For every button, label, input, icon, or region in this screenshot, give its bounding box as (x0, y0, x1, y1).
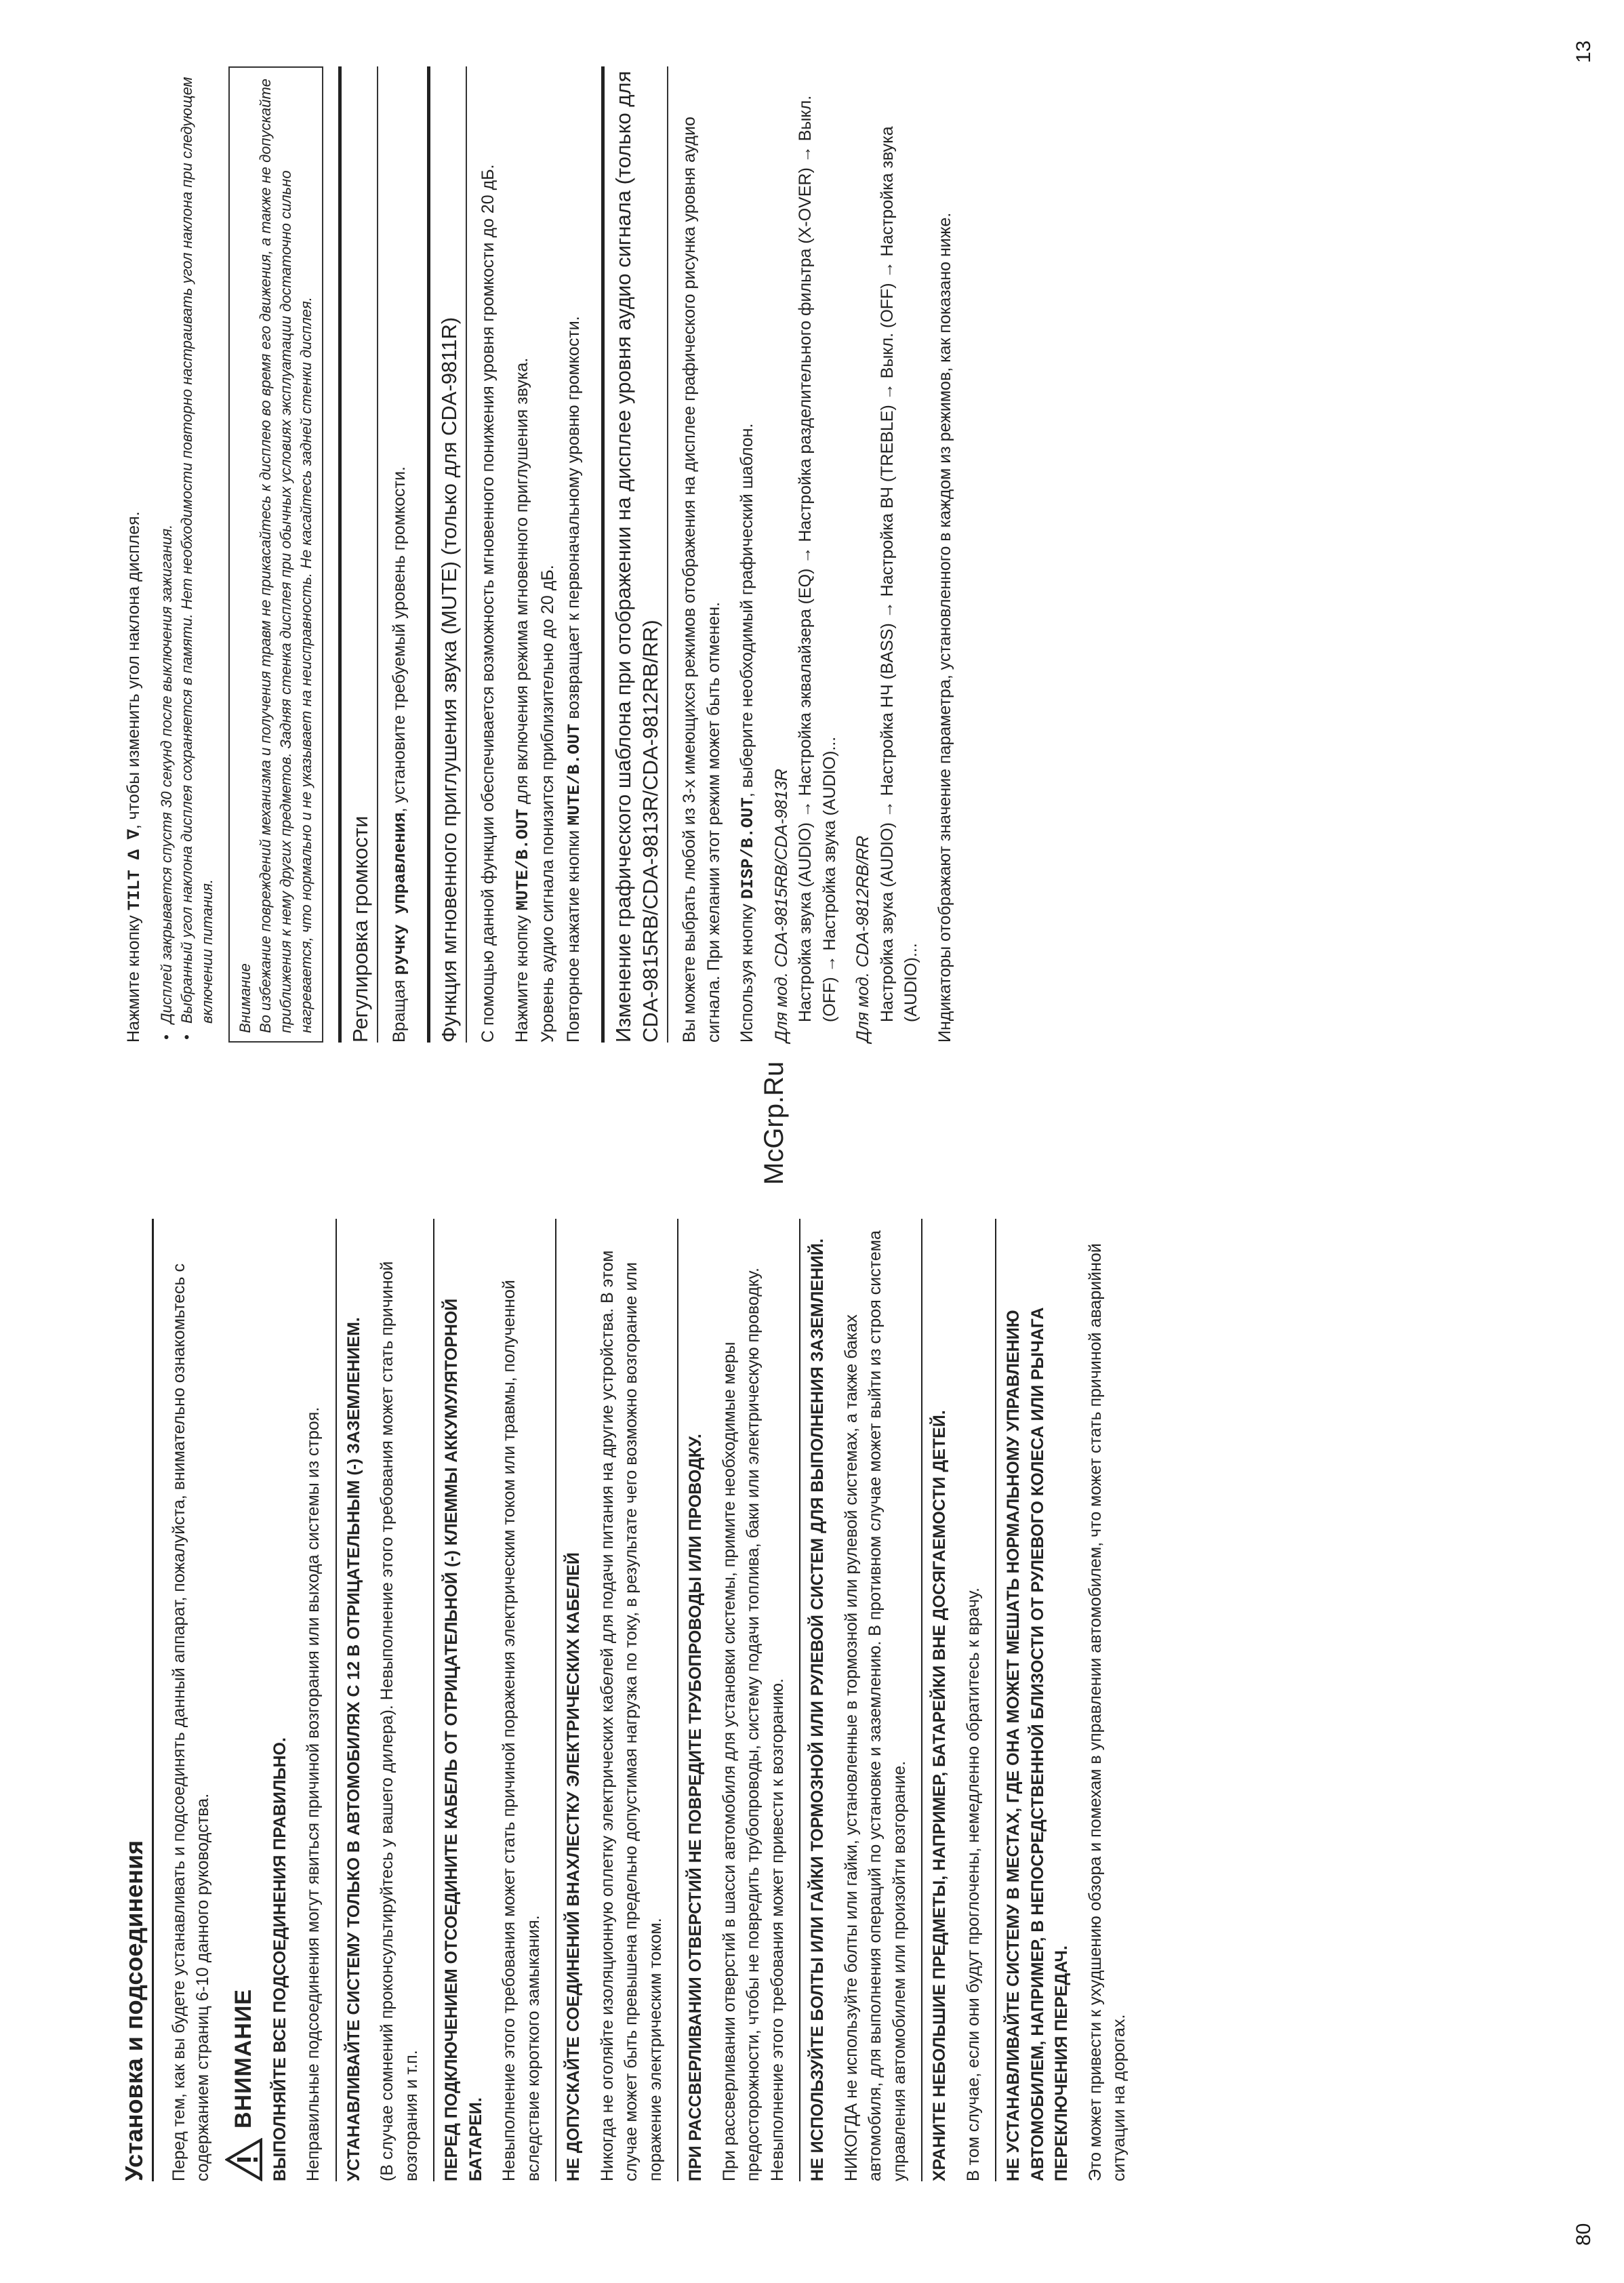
left-column (122, 1219, 1141, 2181)
mute-heading: Функция мгновенного приглушения звука (MUTE) (только для CDA-9811R) (436, 66, 467, 1043)
section-heading: НЕ ИСПОЛЬЗУЙТЕ БОЛТЫ ИЛИ ГАЙКИ ТОРМОЗНОЙ ИЛИ РУЛЕВОЙ СИСТЕМ ДЛЯ ВЫПОЛНЕНИЯ ЗАЗЕМЛЕНИЙ. (808, 1238, 827, 2181)
volume-text (388, 66, 413, 1043)
graph-text-3: Индикаторы отображают значение параметра, установленного в каждом из режимов, как показано ниже. (935, 212, 954, 1043)
tilt-key: TILT ∆ ∇ (125, 829, 144, 911)
volume-post: , установите требуемый уровень громкости. (389, 466, 409, 813)
warning-triangle-icon (225, 2138, 263, 2181)
caution-header (225, 1219, 263, 2181)
list-item: • Выбранный угол наклона дисплея сохраняется в памяти. Нет необходимости повторно настраивать угол наклона при следующем включении питания. (177, 66, 218, 1043)
graph-text-1: Вы можете выбрать любой из 3-х имеющихся режимов отображения на дисплее графического рисунка уровня аудио сигнала. При желании этот режим может быть отменен. (680, 117, 723, 1043)
page-number-right: 13 (1572, 40, 1595, 63)
intro-text: Перед тем, как вы будете устанавливать и подсоединять данный аппарат, пожалуйста, внимательно ознакомьтесь с содержанием страниц 6-10 данного руководства. (169, 1263, 212, 2181)
volume-section (338, 66, 413, 1043)
section-heading: ВЫПОЛНЯЙТЕ ВСЕ ПОДСОЕДИНЕНИЯ ПРАВИЛЬНО. (270, 1737, 289, 2181)
section-4 (555, 1219, 668, 2181)
section-body: В том случае, если они будут проглочены, немедленно обратитесь к врачу. (963, 1588, 983, 2181)
tilt-notes (157, 66, 218, 1043)
attention-text: Во избежание повреждений механизма и получения травм не прикасайтесь к дисплею во время его движения, а также не допускайте приближения к нему других предметов. Задняя стенка дисплея при обычных условиях эксплуатации достаточно сильно нагревается, что нормально и не указывает на неисправность. Не касайтесь задней стенки дисплея. (256, 78, 314, 1033)
section-5 (677, 1219, 790, 2181)
page-number-left: 80 (1572, 2223, 1595, 2246)
graph-pre: Используя кнопку (737, 899, 756, 1043)
graph-text-2 (735, 66, 760, 1043)
section-2 (336, 1219, 424, 2181)
model2-label: Для мод. CDA-9812RB/RR (853, 835, 872, 1043)
section-body: НИКОГДА не используйте болты или гайки, установленные в тормозной или рулевой системах, а также баках автомобиля, для выполнения операций по установке и заземлению. В противном случае может выйти из строя система управления автомобилем или произойти возгорание. (841, 1230, 909, 2181)
mute4-key: MUTE/B.OUT (564, 723, 584, 826)
section-8 (995, 1219, 1132, 2181)
watermark: McGrp.Ru (759, 1061, 789, 1185)
volume-heading: Регулировка громкости (347, 66, 378, 1043)
attention-box (228, 66, 323, 1043)
section-heading: НЕ ДОПУСКАЙТЕ СОЕДИНЕНИЙ ВНАХЛЕСТКУ ЭЛЕКТРИЧЕСКИХ КАБЕЛЕЙ (564, 1552, 583, 2181)
mute-text-4 (562, 66, 587, 1043)
graph-heading: Изменение графического шаблона при отображении на дисплее уровня аудио сигнала (только для CDA-9815RB/CDA-9813R/CDA-9812RB/RR) (610, 66, 668, 1043)
mute-pre: Нажмите кнопку (512, 910, 531, 1043)
section-body: Никогда не оголяйте изоляционную оплетку электрических кабелей для подачи питания на другие устройства. В этом случае может быть превышена предельно допустимая нагрузка по току, в результате чего возможно возгорание или поражение электрическим током. (597, 1250, 665, 2181)
section-heading: ПЕРЕД ПОДКЛЮЧЕНИЕМ ОТСОЕДИНИТЕ КАБЕЛЬ ОТ ОТРИЦАТЕЛЬНОЙ (-) КЛЕММЫ АККУМУЛЯТОРНОЙ БАТАРЕИ. (442, 1298, 485, 2181)
model1-sequence: Настройка звука (AUDIO) → Настройка эквалайзера (EQ) → Настройка разделительного фильтра (X-OVER) → Выкл. (OFF) → Настройка звука (AUDIO)... (796, 95, 839, 1022)
section-6 (799, 1219, 912, 2181)
mute4-post: возвращает к первоначальному уровню громкости. (563, 316, 583, 724)
volume-pre: Вращая (389, 975, 409, 1043)
volume-key: ручку управления (390, 812, 410, 975)
section-heading: ХРАНИТЕ НЕБОЛЬШИЕ ПРЕДМЕТЫ, НАПРИМЕР, БАТАРЕЙКИ ВНЕ ДОСЯГАЕМОСТИ ДЕТЕЙ. (930, 1410, 949, 2181)
mute4-pre: Повторное нажатие кнопки (563, 825, 583, 1043)
model1-label: Для мод. CDA-9815RB/CDA-9813R (771, 769, 791, 1043)
model2-sequence: Настройка звука (AUDIO) → Настройка НЧ (BASS) → Настройка ВЧ (TREBLE) → Выкл. (OFF) → Настройка звука (AUDIO)... (877, 126, 920, 1022)
mute-section (427, 66, 586, 1043)
attention-label: Внимание (236, 963, 253, 1033)
section-body: (В случае сомнений проконсультируйтесь у вашего дилера). Невыполнение этого требования может стать причиной возгорания и т.п. (378, 1261, 421, 2181)
mute-text-2 (510, 66, 535, 1043)
section-heading: УСТАНАВЛИВАЙТЕ СИСТЕМУ ТОЛЬКО В АВТОМОБИЛЯХ С 12 В ОТРИЦАТЕЛЬНЫМ (-) ЗАЗЕМЛЕНИЕМ. (344, 1317, 363, 2181)
section-body: Невыполнение этого требования может стать причиной поражения электрическим током или травмы, полученной вследствие короткого замыкания. (500, 1280, 543, 2181)
graph-key: DISP/B.OUT (738, 797, 758, 900)
section-1 (268, 1219, 326, 2181)
page-title: Установка и подсоединения (122, 1219, 154, 2181)
mute-key: MUTE/B.OUT (512, 809, 533, 911)
graph-post: , выберите необходимый графический шаблон. (737, 423, 756, 798)
section-3 (433, 1219, 546, 2181)
mute-text-1: С помощью данной функции обеспечивается возможность мгновенного понижения уровня громкости до 20 дБ. (479, 164, 498, 1043)
right-column (122, 66, 967, 1043)
tilt-instruction (122, 66, 147, 1043)
section-body: Это может привести к ухудшению обзора и помехам в управлении автомобилем, что может стать причиной аварийной ситуации на дорогах. (1085, 1243, 1129, 2181)
section-heading: НЕ УСТАНАВЛИВАЙТЕ СИСТЕМУ В МЕСТАХ, ГДЕ ОНА МОЖЕТ МЕШАТЬ НОРМАЛЬНОМУ УПРАВЛЕНИЮ АВТОМОБИЛЕМ, НАПРИМЕР, В НЕПОСРЕДСТВЕННОЙ БЛИЗОСТИ ОТ РУЛЕВОГО КОЛЕСА ИЛИ РЫЧАГА ПЕРЕКЛЮЧЕНИЯ ПЕРЕДАЧ. (1004, 1307, 1071, 2181)
section-body: Неправильные подсоединения могут явиться причиной возгорания или выхода системы из строя. (304, 1407, 323, 2181)
tilt-post: , чтобы изменить угол наклона дисплея. (124, 511, 143, 830)
tilt-pre: Нажмите кнопку (124, 910, 143, 1043)
mute-post: для включения режима мгновенного приглушения звука. (512, 357, 531, 809)
section-7 (921, 1219, 986, 2181)
section-heading: ПРИ РАССВЕРЛИВАНИИ ОТВЕРСТИЙ НЕ ПОВРЕДИТЕ ТРУБОПРОВОДЫ ИЛИ ПРОВОДКУ. (686, 1434, 705, 2181)
caution-label: ВНИМАНИЕ (230, 1988, 256, 2128)
graph-section (601, 66, 957, 1043)
mute-text-3: Уровень аудио сигнала понизится приблизительно до 20 дБ. (538, 565, 557, 1043)
section-body: При рассверливании отверстий в шасси автомобиля для установки системы, примите необходимые меры предосторожности, чтобы не повредить трубопроводы, систему подачи топлива, баки или электрическую проводку. Невыполнение этого требования может привести к возгоранию. (719, 1268, 787, 2181)
list-item: • Дисплей закрывается спустя 30 секунд после выключения зажигания. (157, 66, 177, 1043)
